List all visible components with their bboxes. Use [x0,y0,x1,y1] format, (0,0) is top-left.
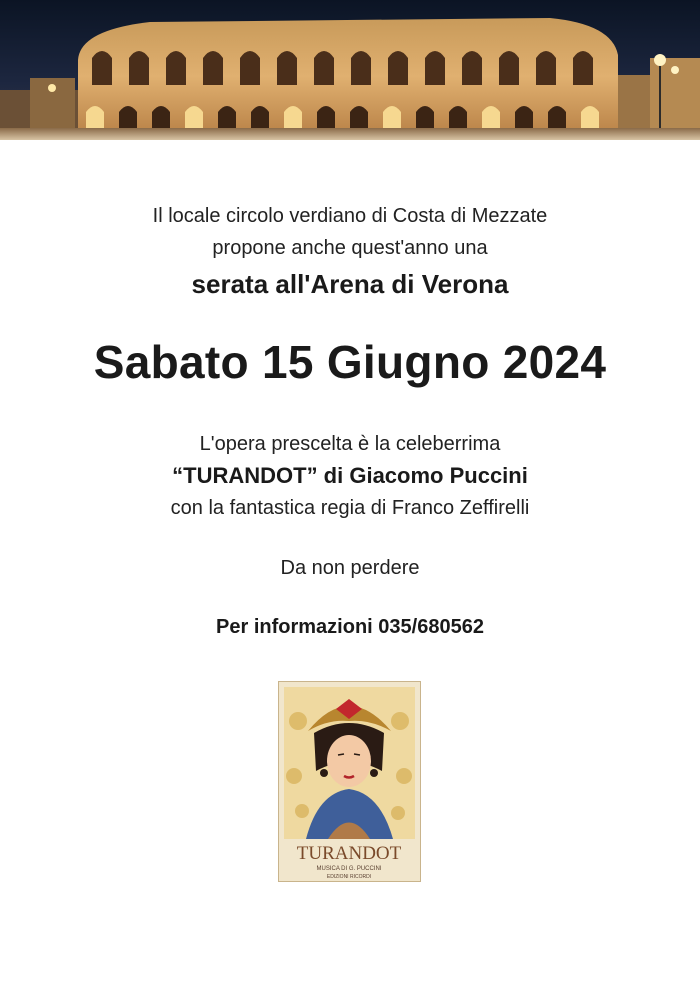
opera-line-3: con la fantastica regia di Franco Zeffirelli [170,497,530,519]
opera-line-1: L'opera prescelta è la celeberrima [199,433,501,455]
opera-block [0,428,700,524]
poster-publisher-text: EDIZIONI RICORDI [326,874,372,880]
opera-title: “TURANDOT” di Giacomo Puccini [172,463,528,488]
intro-line-1: Il locale circolo verdiano di Costa di Mezzate [152,205,548,227]
intro-block [0,200,700,304]
turandot-poster-image [278,681,421,882]
intro-line-2: propone anche quest'anno una [212,237,488,259]
intro-line-3: serata all'Arena di Verona [191,269,509,299]
arena-banner-image [0,0,700,140]
tagline: Da non perdere [280,557,420,579]
poster-composer-text: MUSICA DI G. PUCCINI [316,866,382,872]
info-line: Per informazioni 035/680562 [216,616,484,638]
event-date: Sabato 15 Giugno 2024 [93,336,607,388]
poster-title-text: TURANDOT [296,843,402,864]
